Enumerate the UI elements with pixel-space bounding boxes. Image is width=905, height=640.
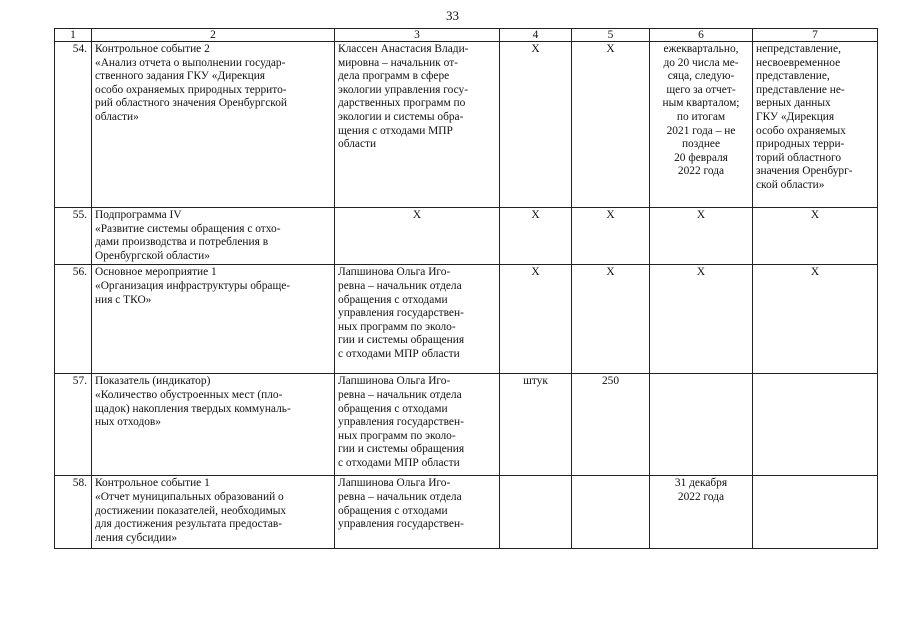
value-cell: X [572,42,650,208]
row-number-cell: 56. [55,265,92,374]
risk-cell [753,374,878,476]
column-header: 4 [500,29,572,42]
deadline-cell: ежеквартально, до 20 числа ме- сяца, следую- щего за отчет- ным кварталом; по итогам 2021 года – не позднее 20 февраля 2022 года [650,42,753,208]
row-number-cell: 58. [55,476,92,549]
column-header: 6 [650,29,753,42]
value-cell [572,476,650,549]
column-header: 3 [335,29,500,42]
deadline-cell [650,374,753,476]
plan-table [54,28,878,549]
column-number-row [55,29,878,42]
risk-cell: X [753,265,878,374]
row-number-cell: 54. [55,42,92,208]
unit-cell: X [500,265,572,374]
row-number-cell: 57. [55,374,92,476]
row-number-cell: 55. [55,208,92,265]
indicator-name-cell: Показатель (индикатор) «Количество обустроенных мест (пло- щадок) накопления твердых коммуналь- ных отходов» [92,374,335,476]
event-name-cell: Подпрограмма IV «Развитие системы обращения с отхо- дами производства и потребления в Оренбургской области» [92,208,335,265]
unit-cell: X [500,208,572,265]
responsible-cell: Лапшинова Ольга Иго- ревна – начальник отдела обращения с отходами управления государствен- [335,476,500,549]
risk-cell: X [753,208,878,265]
deadline-cell: X [650,265,753,374]
responsible-cell: Лапшинова Ольга Иго- ревна – начальник отдела обращения с отходами управления государствен- ных программ по эколо- гии и системы обращения с отходами МПР области [335,265,500,374]
event-name-cell: Контрольное событие 2 «Анализ отчета о выполнении государ- ственного задания ГКУ «Дирекция особо охраняемых природных террито- рий областного значения Оренбургской области» [92,42,335,208]
event-name-cell: Основное мероприятие 1 «Организация инфраструктуры обраще- ния с ТКО» [92,265,335,374]
table-row [55,42,878,208]
table-row [55,208,878,265]
table-row [55,374,878,476]
table-row [55,265,878,374]
column-header: 1 [55,29,92,42]
value-cell: X [572,208,650,265]
value-cell: X [572,265,650,374]
unit-cell: штук [500,374,572,476]
responsible-cell: X [335,208,500,265]
column-header: 2 [92,29,335,42]
risk-cell: непредставление, несвоевременное представление, представление не- верных данных ГКУ «Дирекция особо охраняемых природных терри- торий областного значения Оренбург- ской области» [753,42,878,208]
deadline-cell: 31 декабря 2022 года [650,476,753,549]
risk-cell [753,476,878,549]
table-row [55,476,878,549]
unit-cell [500,476,572,549]
value-cell: 250 [572,374,650,476]
page-number: 33 [446,8,459,23]
deadline-cell: X [650,208,753,265]
event-name-cell: Контрольное событие 1 «Отчет муниципальных образований о достижении показателей, необходимых для достижения результата предостав- ления субсидии» [92,476,335,549]
responsible-cell: Классен Анастасия Влади- мировна – начальник от- дела программ в сфере экологии управления госу- дарственных программ по экологии и системы обра- щения с отходами МПР области [335,42,500,208]
unit-cell: X [500,42,572,208]
column-header: 5 [572,29,650,42]
column-header: 7 [753,29,878,42]
responsible-cell: Лапшинова Ольга Иго- ревна – начальник отдела обращения с отходами управления государствен- ных программ по эколо- гии и системы обращения с отходами МПР области [335,374,500,476]
